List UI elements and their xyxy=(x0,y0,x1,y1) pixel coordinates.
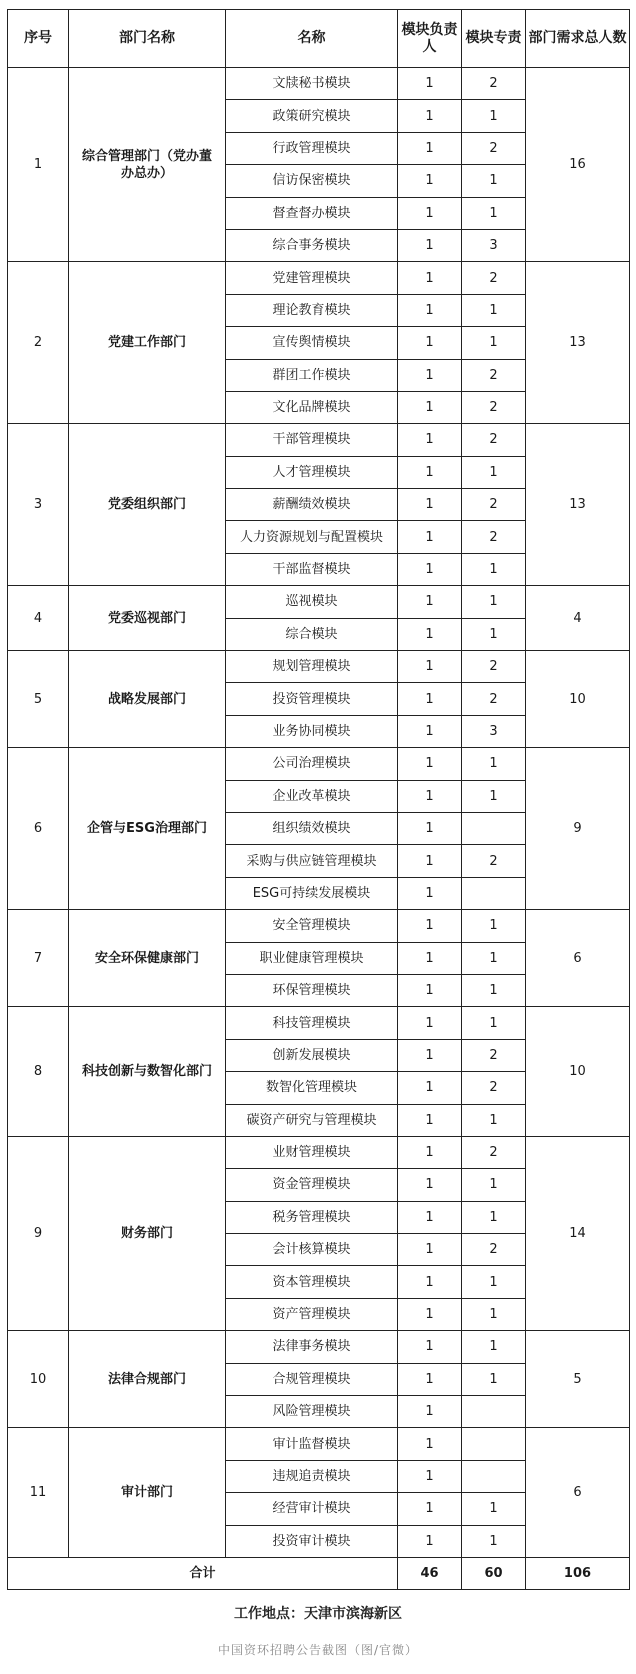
dept-name: 战略发展部门 xyxy=(69,651,226,748)
module-lead-count: 1 xyxy=(398,812,462,844)
module-lead-count: 1 xyxy=(398,132,462,164)
dept-no: 11 xyxy=(8,1428,69,1558)
dept-total: 10 xyxy=(526,651,630,748)
module-lead-count: 1 xyxy=(398,974,462,1006)
module-lead-count: 1 xyxy=(398,165,462,197)
module-staff-count: 1 xyxy=(462,1007,526,1039)
module-name: 干部监督模块 xyxy=(226,553,398,585)
module-name: 经营审计模块 xyxy=(226,1493,398,1525)
module-name: 风险管理模块 xyxy=(226,1396,398,1428)
module-name: 科技管理模块 xyxy=(226,1007,398,1039)
table-row xyxy=(8,1428,630,1460)
totals-row xyxy=(8,1557,630,1589)
totals-label: 合计 xyxy=(8,1557,398,1589)
dept-no: 6 xyxy=(8,748,69,910)
module-lead-count: 1 xyxy=(398,1072,462,1104)
module-staff-count: 2 xyxy=(462,424,526,456)
header-module-staff: 模块专责 xyxy=(462,10,526,68)
module-name: 文化品牌模块 xyxy=(226,391,398,423)
module-lead-count: 1 xyxy=(398,1428,462,1460)
module-lead-count: 1 xyxy=(398,683,462,715)
module-staff-count: 1 xyxy=(462,100,526,132)
module-lead-count: 1 xyxy=(398,1201,462,1233)
module-lead-count: 1 xyxy=(398,1039,462,1071)
dept-no: 7 xyxy=(8,910,69,1007)
module-lead-count: 1 xyxy=(398,424,462,456)
module-name: 合规管理模块 xyxy=(226,1363,398,1395)
work-location: 工作地点：天津市滨海新区 xyxy=(234,1606,402,1622)
module-lead-count: 1 xyxy=(398,100,462,132)
table-row xyxy=(8,262,630,294)
module-name: 违规追责模块 xyxy=(226,1460,398,1492)
module-lead-count: 1 xyxy=(398,262,462,294)
module-lead-count: 1 xyxy=(398,715,462,747)
dept-no: 4 xyxy=(8,586,69,651)
module-staff-count: 1 xyxy=(462,165,526,197)
module-staff-count: 2 xyxy=(462,262,526,294)
dept-name: 审计部门 xyxy=(69,1428,226,1558)
table-row xyxy=(8,424,630,456)
header-module-name: 名称 xyxy=(226,10,398,68)
module-staff-count: 2 xyxy=(462,1136,526,1168)
module-lead-count: 1 xyxy=(398,1298,462,1330)
module-lead-count: 1 xyxy=(398,748,462,780)
table-row xyxy=(8,1136,630,1168)
module-lead-count: 1 xyxy=(398,327,462,359)
module-name: 群团工作模块 xyxy=(226,359,398,391)
module-name: 巡视模块 xyxy=(226,586,398,618)
totals-lead: 46 xyxy=(398,1557,462,1589)
module-name: 党建管理模块 xyxy=(226,262,398,294)
module-lead-count: 1 xyxy=(398,1493,462,1525)
module-staff-count: 2 xyxy=(462,1234,526,1266)
module-name: 资金管理模块 xyxy=(226,1169,398,1201)
module-staff-count: 1 xyxy=(462,553,526,585)
module-staff-count: 1 xyxy=(462,618,526,650)
dept-no: 8 xyxy=(8,1007,69,1137)
module-name: 干部管理模块 xyxy=(226,424,398,456)
module-staff-count: 2 xyxy=(462,359,526,391)
module-name: 会计核算模块 xyxy=(226,1234,398,1266)
module-name: 薪酬绩效模块 xyxy=(226,489,398,521)
dept-total: 10 xyxy=(526,1007,630,1137)
module-name: 法律事务模块 xyxy=(226,1331,398,1363)
header-dept-name: 部门名称 xyxy=(69,10,226,68)
module-lead-count: 1 xyxy=(398,521,462,553)
module-lead-count: 1 xyxy=(398,456,462,488)
module-staff-count: 2 xyxy=(462,1039,526,1071)
dept-no: 1 xyxy=(8,68,69,262)
module-lead-count: 1 xyxy=(398,618,462,650)
dept-name: 党委组织部门 xyxy=(69,424,226,586)
module-lead-count: 1 xyxy=(398,910,462,942)
dept-total: 5 xyxy=(526,1331,630,1428)
module-lead-count: 1 xyxy=(398,553,462,585)
module-staff-count: 2 xyxy=(462,1072,526,1104)
module-name: ESG可持续发展模块 xyxy=(226,877,398,909)
module-lead-count: 1 xyxy=(398,780,462,812)
dept-no: 5 xyxy=(8,651,69,748)
module-name: 企业改革模块 xyxy=(226,780,398,812)
module-lead-count: 1 xyxy=(398,1363,462,1395)
module-name: 综合模块 xyxy=(226,618,398,650)
module-name: 审计监督模块 xyxy=(226,1428,398,1460)
module-name: 理论教育模块 xyxy=(226,294,398,326)
module-name: 业务协同模块 xyxy=(226,715,398,747)
module-lead-count: 1 xyxy=(398,1266,462,1298)
staffing-table xyxy=(7,9,630,1590)
module-name: 职业健康管理模块 xyxy=(226,942,398,974)
module-staff-count xyxy=(462,877,526,909)
table-row xyxy=(8,68,630,100)
module-lead-count: 1 xyxy=(398,942,462,974)
dept-name: 综合管理部门（党办董办总办） xyxy=(69,68,226,262)
module-name: 政策研究模块 xyxy=(226,100,398,132)
dept-name: 党委巡视部门 xyxy=(69,586,226,651)
module-staff-count: 1 xyxy=(462,586,526,618)
module-staff-count: 3 xyxy=(462,715,526,747)
module-name: 规划管理模块 xyxy=(226,651,398,683)
module-staff-count: 1 xyxy=(462,1363,526,1395)
module-lead-count: 1 xyxy=(398,1136,462,1168)
image-caption: 中国资环招聘公告截图（图/官微） xyxy=(217,1643,419,1657)
module-staff-count: 1 xyxy=(462,1525,526,1557)
module-name: 督查督办模块 xyxy=(226,197,398,229)
module-staff-count: 2 xyxy=(462,521,526,553)
dept-name: 企管与ESG治理部门 xyxy=(69,748,226,910)
table-row xyxy=(8,910,630,942)
totals-total: 106 xyxy=(526,1557,630,1589)
header-dept-total: 部门需求总人数 xyxy=(526,10,630,68)
module-name: 投资审计模块 xyxy=(226,1525,398,1557)
dept-name: 法律合规部门 xyxy=(69,1331,226,1428)
module-staff-count xyxy=(462,1428,526,1460)
module-name: 资本管理模块 xyxy=(226,1266,398,1298)
header-module-lead: 模块负责人 xyxy=(398,10,462,68)
module-name: 信访保密模块 xyxy=(226,165,398,197)
module-staff-count: 2 xyxy=(462,391,526,423)
module-lead-count: 1 xyxy=(398,1007,462,1039)
dept-no: 9 xyxy=(8,1136,69,1330)
module-lead-count: 1 xyxy=(398,845,462,877)
dept-total: 6 xyxy=(526,1428,630,1558)
module-lead-count: 1 xyxy=(398,1396,462,1428)
table-body xyxy=(8,68,630,1558)
dept-name: 科技创新与数智化部门 xyxy=(69,1007,226,1137)
module-name: 人才管理模块 xyxy=(226,456,398,488)
module-staff-count: 2 xyxy=(462,132,526,164)
module-lead-count: 1 xyxy=(398,1234,462,1266)
module-staff-count: 1 xyxy=(462,780,526,812)
module-lead-count: 1 xyxy=(398,391,462,423)
module-name: 组织绩效模块 xyxy=(226,812,398,844)
module-staff-count: 3 xyxy=(462,229,526,261)
module-lead-count: 1 xyxy=(398,1331,462,1363)
module-staff-count: 1 xyxy=(462,1266,526,1298)
table-row xyxy=(8,586,630,618)
module-lead-count: 1 xyxy=(398,877,462,909)
table-header-row xyxy=(8,10,630,68)
module-staff-count: 2 xyxy=(462,651,526,683)
dept-total: 9 xyxy=(526,748,630,910)
module-staff-count: 2 xyxy=(462,489,526,521)
module-name: 业财管理模块 xyxy=(226,1136,398,1168)
module-lead-count: 1 xyxy=(398,586,462,618)
module-staff-count: 1 xyxy=(462,1331,526,1363)
module-lead-count: 1 xyxy=(398,229,462,261)
module-staff-count: 1 xyxy=(462,294,526,326)
table-row xyxy=(8,1007,630,1039)
dept-total: 16 xyxy=(526,68,630,262)
module-staff-count: 2 xyxy=(462,845,526,877)
dept-total: 6 xyxy=(526,910,630,1007)
table-row xyxy=(8,651,630,683)
module-lead-count: 1 xyxy=(398,294,462,326)
module-lead-count: 1 xyxy=(398,1460,462,1492)
module-name: 综合事务模块 xyxy=(226,229,398,261)
module-staff-count: 2 xyxy=(462,683,526,715)
header-no: 序号 xyxy=(8,10,69,68)
dept-total: 14 xyxy=(526,1136,630,1330)
dept-total: 4 xyxy=(526,586,630,651)
module-staff-count: 1 xyxy=(462,910,526,942)
dept-no: 10 xyxy=(8,1331,69,1428)
module-staff-count: 1 xyxy=(462,942,526,974)
module-name: 行政管理模块 xyxy=(226,132,398,164)
module-lead-count: 1 xyxy=(398,1104,462,1136)
module-staff-count xyxy=(462,1396,526,1428)
dept-total: 13 xyxy=(526,262,630,424)
module-name: 创新发展模块 xyxy=(226,1039,398,1071)
module-name: 数智化管理模块 xyxy=(226,1072,398,1104)
module-staff-count: 1 xyxy=(462,327,526,359)
module-lead-count: 1 xyxy=(398,651,462,683)
totals-staff: 60 xyxy=(462,1557,526,1589)
module-staff-count: 1 xyxy=(462,1104,526,1136)
module-staff-count: 1 xyxy=(462,1201,526,1233)
module-name: 投资管理模块 xyxy=(226,683,398,715)
module-staff-count xyxy=(462,812,526,844)
module-staff-count: 1 xyxy=(462,974,526,1006)
module-staff-count xyxy=(462,1460,526,1492)
module-name: 安全管理模块 xyxy=(226,910,398,942)
module-staff-count: 1 xyxy=(462,197,526,229)
module-lead-count: 1 xyxy=(398,68,462,100)
module-staff-count: 1 xyxy=(462,748,526,780)
module-name: 公司治理模块 xyxy=(226,748,398,780)
dept-name: 财务部门 xyxy=(69,1136,226,1330)
module-staff-count: 1 xyxy=(462,1169,526,1201)
module-name: 宣传舆情模块 xyxy=(226,327,398,359)
table-row xyxy=(8,748,630,780)
module-lead-count: 1 xyxy=(398,359,462,391)
module-lead-count: 1 xyxy=(398,197,462,229)
dept-total: 13 xyxy=(526,424,630,586)
module-lead-count: 1 xyxy=(398,1169,462,1201)
module-staff-count: 1 xyxy=(462,1298,526,1330)
module-name: 资产管理模块 xyxy=(226,1298,398,1330)
module-name: 环保管理模块 xyxy=(226,974,398,1006)
table-row xyxy=(8,1331,630,1363)
module-name: 采购与供应链管理模块 xyxy=(226,845,398,877)
module-name: 文牍秘书模块 xyxy=(226,68,398,100)
module-lead-count: 1 xyxy=(398,489,462,521)
module-staff-count: 2 xyxy=(462,68,526,100)
module-name: 碳资产研究与管理模块 xyxy=(226,1104,398,1136)
dept-name: 安全环保健康部门 xyxy=(69,910,226,1007)
module-staff-count: 1 xyxy=(462,456,526,488)
module-name: 人力资源规划与配置模块 xyxy=(226,521,398,553)
module-name: 税务管理模块 xyxy=(226,1201,398,1233)
module-staff-count: 1 xyxy=(462,1493,526,1525)
staffing-table-container xyxy=(7,9,629,1590)
dept-no: 2 xyxy=(8,262,69,424)
module-lead-count: 1 xyxy=(398,1525,462,1557)
dept-name: 党建工作部门 xyxy=(69,262,226,424)
dept-no: 3 xyxy=(8,424,69,586)
